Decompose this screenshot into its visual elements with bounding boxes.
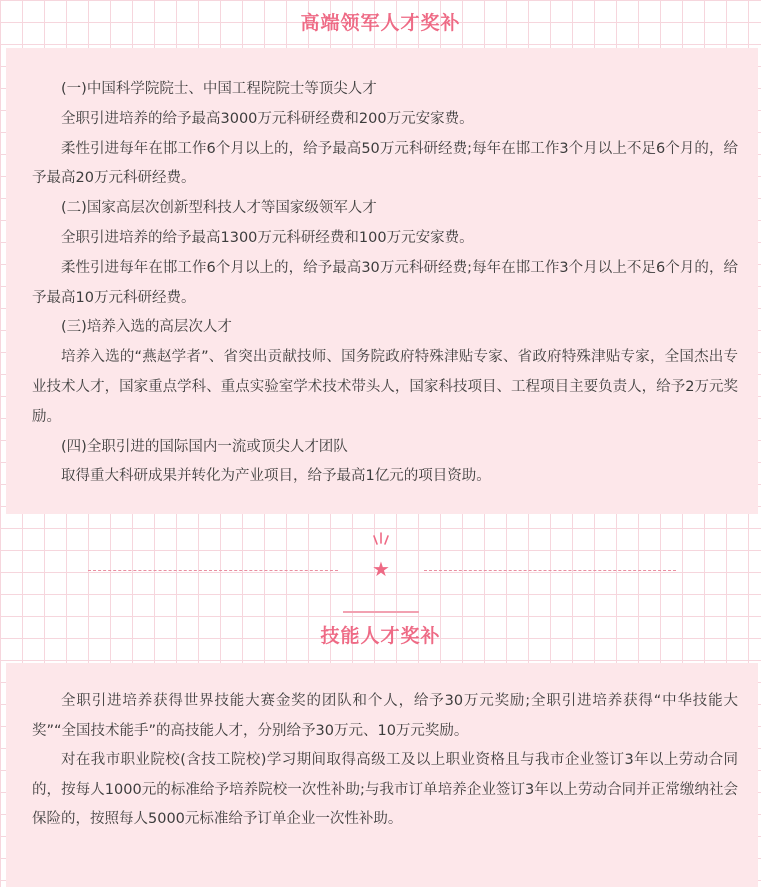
section-title-skilled-talent: 技能人才奖补 xyxy=(320,625,441,647)
paragraph: 对在我市职业院校(含技工院校)学习期间取得高级工及以上职业资格且与我市企业签订3年以上劳动合同的，按每人1000元的标准给予培养院校一次性补助;与我市订单培养企业签订3年以上劳动合同并正常缴纳社会保险的，按照每人5000元标准给予订单企业一次性补助。 xyxy=(32,752,738,828)
paragraph: 全职引进培养的给予最高3000万元科研经费和200万元安家费。 xyxy=(61,110,474,127)
skilled-talent-panel xyxy=(6,663,758,887)
paragraph: (三)培养入选的高层次人才 xyxy=(61,319,232,336)
high-end-talent-panel xyxy=(6,48,758,514)
paragraph: 柔性引进每年在邯工作6个月以上的，给予最高30万元科研经费;每年在邯工作3个月以上不足6个月的，给予最高10万元科研经费。 xyxy=(32,259,738,306)
dashed-divider-left xyxy=(88,570,338,571)
paragraph: 全职引进培养获得世界技能大赛金奖的团队和个人，给予30万元奖励;全职引进培养获得“中华技能大奖”“全国技术能手”的高技能人才，分别给予30万元、10万元奖励。 xyxy=(32,693,738,739)
paragraph: 培养入选的“燕赵学者”、省突出贡献技师、国务院政府特殊津贴专家、省政府特殊津贴专家，全国杰出专业技术人才，国家重点学科、重点实验室学术技术带头人，国家科技项目、工程项目主要负责人，给予2万元奖励。 xyxy=(32,349,738,425)
star-icon: ★ xyxy=(372,557,390,581)
section-title-high-end-talent: 高端领军人才奖补 xyxy=(300,12,461,34)
paragraph: (一)中国科学院院士、中国工程院院士等顶尖人才 xyxy=(61,81,377,97)
paragraph: 柔性引进每年在邯工作6个月以上的，给予最高50万元科研经费;每年在邯工作3个月以上不足6个月的，给予最高20万元科研经费。 xyxy=(32,140,738,187)
paragraph: 全职引进培养的给予最高1300万元科研经费和100万元安家费。 xyxy=(61,229,474,246)
paragraph: (二)国家高层次创新型科技人才等国家级领军人才 xyxy=(61,200,377,217)
title-underline xyxy=(343,611,419,613)
dashed-divider-right xyxy=(424,570,676,571)
sparkle-lines-icon xyxy=(365,530,397,552)
paragraph: 取得重大科研成果并转化为产业项目，给予最高1亿元的项目资助。 xyxy=(61,468,491,485)
paragraph: (四)全职引进的国际国内一流或顶尖人才团队 xyxy=(61,438,348,455)
